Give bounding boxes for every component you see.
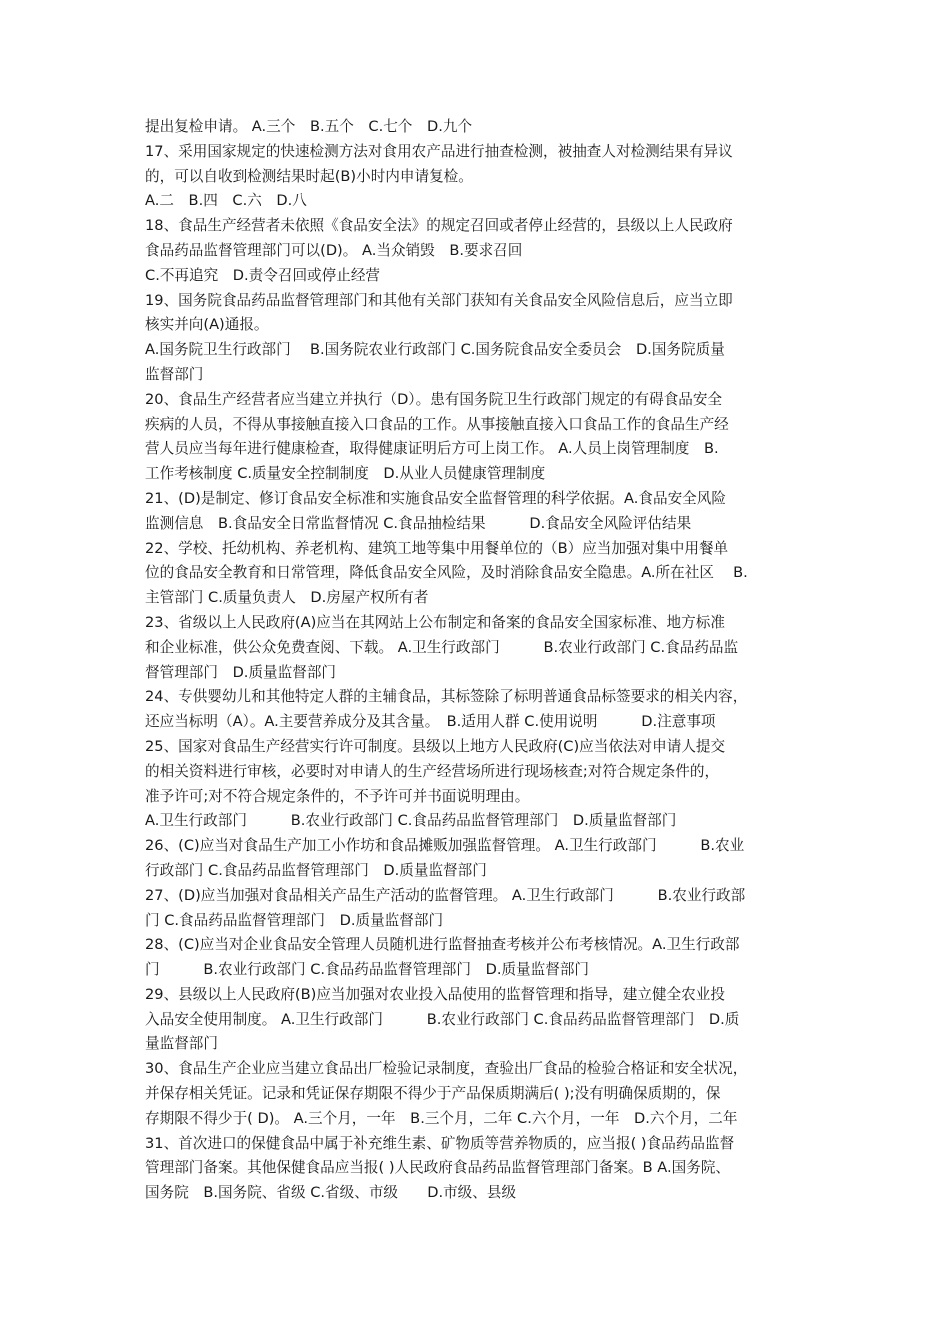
text-line: 营人员应当每年进行健康检查，取得健康证明后方可上岗工作。 A.人员上岗管理制度 B. [145,440,719,458]
text-line: 的相关资料进行审核，必要时对申请人的生产经营场所进行现场核查;对符合规定条件的， [145,762,720,780]
text-line: 疾病的人员，不得从事接触直接入口食品的工作。从事接触直接入口食品工作的食品生产经 [145,415,729,433]
text-line: 位的食品安全教育和日常管理，降低食品安全风险，及时消除食品安全隐患。A.所在社区 B. [145,564,748,582]
text-line: 食品药品监督管理部门可以(D)。 A.当众销毁 B.要求召回 [145,241,523,259]
text-line: 18、食品生产经营者未依照《食品安全法》的规定召回或者停止经营的，县级以上人民政府 [145,217,733,235]
text-line: 26、(C)应当对食品生产加工小作坊和食品摊贩加强监督管理。 A.卫生行政部门 B.农业 [145,837,745,855]
text-line: 并保存相关凭证。记录和凭证保存期限不得少于产品保质期满后( );没有明确保质期的，保 [145,1085,721,1103]
text-line: 21、(D)是制定、修订食品安全标准和实施食品安全监督管理的科学依据。A.食品安全风险 [145,489,726,507]
text-line: 29、县级以上人民政府(B)应当加强对农业投入品使用的监督管理和指导，建立健全农业投 [145,985,725,1003]
text-line: 入品安全使用制度。 A.卫生行政部门 B.农业行政部门 C.食品药品监督管理部门 D.质 [145,1010,740,1028]
text-line: 监测信息 B.食品安全日常监督情况 C.食品抽检结果 D.食品安全风险评估结果 [145,514,692,532]
text-line: C.不再追究 D.责令召回或停止经营 [145,266,381,284]
text-line: 存期限不得少于( D)。 A.三个月，一年 B.三个月，二年 C.六个月，一年 D.六个月，二年 [145,1109,738,1127]
text-line: 督管理部门 D.质量监督部门 [145,663,337,681]
text-line: 23、省级以上人民政府(A)应当在其网站上公布制定和备案的食品安全国家标准、地方标准 [145,613,725,631]
text-line: 22、学校、托幼机构、养老机构、建筑工地等集中用餐单位的（B）应当加强对集中用餐单 [145,539,729,557]
text-line: 24、专供婴幼儿和其他特定人群的主辅食品，其标签除了标明普通食品标签要求的相关内容， [145,688,748,706]
document-body [145,115,810,1206]
text-line: 量监督部门 [145,1035,218,1053]
text-line: 准予许可;对不符合规定条件的，不予许可并书面说明理由。 [145,787,530,805]
text-line: 行政部门 C.食品药品监督管理部门 D.质量监督部门 [145,861,487,879]
text-line: 17、采用国家规定的快速检测方法对食用农产品进行抽查检测，被抽查人对检测结果有异议 [145,142,733,160]
text-line: 的，可以自收到检测结果时起(B)小时内申请复检。 [145,167,473,185]
text-line: 提出复检申请。 A.三个 B.五个 C.七个 D.九个 [145,118,473,135]
text-line: 27、(D)应当加强对食品相关产品生产活动的监督管理。 A.卫生行政部门 B.农业行政部 [145,886,746,904]
text-line: 28、(C)应当对企业食品安全管理人员随机进行监督抽查考核并公布考核情况。A.卫生行政部 [145,936,740,954]
text-line: 还应当标明（A）。A.主要营养成分及其含量。 B.适用人群 C.使用说明 D.注意事项 [145,713,716,731]
text-line: A.国务院卫生行政部门 B.国务院农业行政部门 C.国务院食品安全委员会 D.国务院质量 [145,341,725,359]
text-line: A.卫生行政部门 B.农业行政部门 C.食品药品监督管理部门 D.质量监督部门 [145,812,677,830]
text-line: 国务院 B.国务院、省级 C.省级、市级 D.市级、县级 [145,1184,517,1202]
text-line: 门 C.食品药品监督管理部门 D.质量监督部门 [145,911,444,929]
text-line: 20、食品生产经营者应当建立并执行（D）。患有国务院卫生行政部门规定的有碍食品安全 [145,390,723,408]
text-line: 和企业标准，供公众免费查阅、下载。 A.卫生行政部门 B.农业行政部门 C.食品药品监 [145,638,739,656]
text-line: 30、食品生产企业应当建立食品出厂检验记录制度，查验出厂食品的检验合格证和安全状况， [145,1060,748,1078]
text-line: 19、国务院食品药品监督管理部门和其他有关部门获知有关食品安全风险信息后，应当立即 [145,291,733,309]
text-line: 门 B.农业行政部门 C.食品药品监督管理部门 D.质量监督部门 [145,961,590,979]
text-line: A.二 B.四 C.六 D.八 [145,192,307,210]
text-line: 主管部门 C.质量负责人 D.房屋产权所有者 [145,589,429,607]
text-line: 管理部门备案。其他保健食品应当报( )人民政府食品药品监督管理部门备案。B A.国务院、 [145,1159,731,1177]
text-line: 25、国家对食品生产经营实行许可制度。县级以上地方人民政府(C)应当依法对申请人提交 [145,737,726,755]
text-line: 核实并向(A)通报。 [145,316,269,334]
text-line: 31、首次进口的保健食品中属于补充维生素、矿物质等营养物质的，应当报( )食品药品监督 [145,1134,735,1152]
text-line: 工作考核制度 C.质量安全控制制度 D.从业人员健康管理制度 [145,465,546,483]
text-line: 监督部门 [145,365,204,383]
